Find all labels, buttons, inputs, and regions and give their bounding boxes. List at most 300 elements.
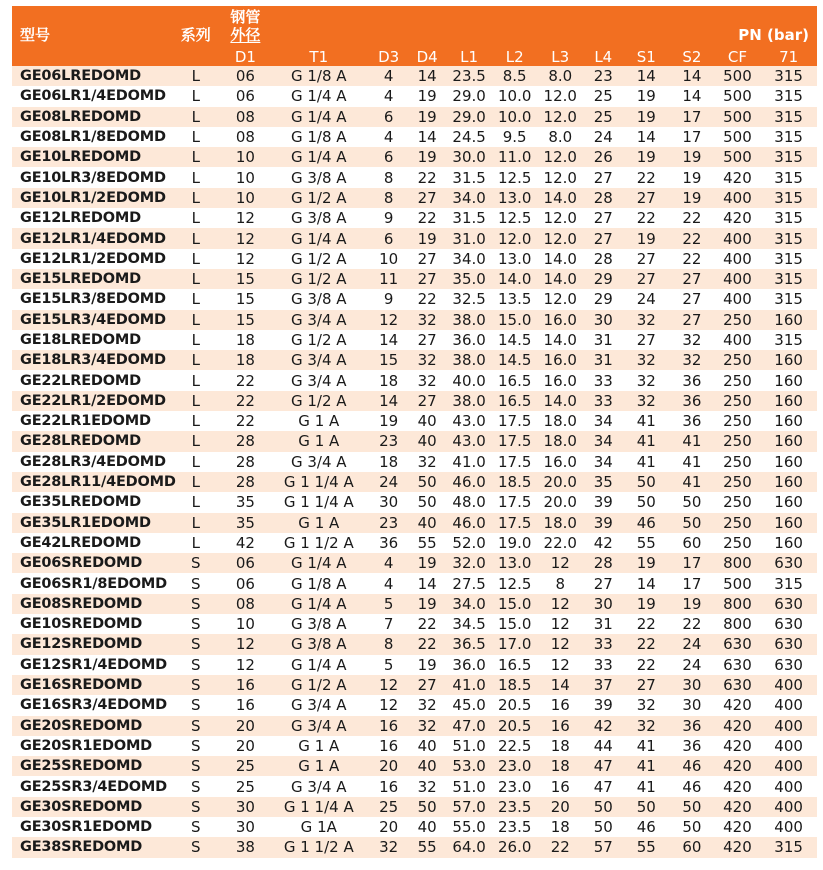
table-cell: 315 [760, 66, 817, 86]
table-cell: 20.5 [492, 716, 538, 736]
table-cell: 10.0 [492, 107, 538, 127]
table-cell: 24 [669, 655, 715, 675]
table-cell: 19 [408, 147, 446, 167]
table-cell: 34 [583, 452, 624, 472]
table-cell: 160 [760, 452, 817, 472]
table-cell: 34 [583, 431, 624, 451]
table-cell: S [169, 655, 223, 675]
table-cell: 22 [408, 208, 446, 228]
table-cell: 4 [369, 66, 407, 86]
table-cell: 250 [715, 310, 761, 330]
table-cell: 400 [760, 756, 817, 776]
table-cell: 13.0 [492, 188, 538, 208]
table-row [12, 756, 817, 776]
table-cell: 13.5 [492, 289, 538, 309]
table-cell: 47.0 [446, 716, 492, 736]
table-cell: 51.0 [446, 736, 492, 756]
table-row [12, 269, 817, 289]
spec-table [12, 6, 817, 858]
table-cell: 16.0 [537, 452, 583, 472]
table-cell: 27 [583, 167, 624, 187]
table-cell: 31.0 [446, 228, 492, 248]
model-cell: GE18LREDOMD [12, 330, 169, 350]
model-cell: GE08SREDOMD [12, 594, 169, 614]
table-cell: 39 [583, 513, 624, 533]
table-cell: 14 [624, 573, 670, 593]
table-row [12, 370, 817, 390]
model-cell: GE35LREDOMD [12, 492, 169, 512]
table-cell: 14 [369, 330, 407, 350]
model-cell: GE10LR1/2EDOMD [12, 188, 169, 208]
table-row [12, 655, 817, 675]
model-cell: GE06SREDOMD [12, 553, 169, 573]
table-cell: 16.5 [492, 655, 538, 675]
table-cell: 16 [369, 736, 407, 756]
table-cell: 41 [624, 756, 670, 776]
table-cell: 46 [669, 756, 715, 776]
table-cell: 17 [669, 107, 715, 127]
table-cell: 27 [624, 269, 670, 289]
table-cell: L [169, 107, 223, 127]
table-cell: 13.0 [492, 249, 538, 269]
table-cell: 16 [537, 776, 583, 796]
table-cell: 40 [408, 513, 446, 533]
table-cell: 36 [669, 411, 715, 431]
table-cell: 32 [624, 716, 670, 736]
table-cell: 27 [669, 269, 715, 289]
table-cell: 50 [669, 797, 715, 817]
table-cell: 22 [408, 167, 446, 187]
table-cell: 14.5 [492, 350, 538, 370]
table-cell: 50 [669, 513, 715, 533]
model-cell: GE35LR1EDOMD [12, 513, 169, 533]
table-row [12, 289, 817, 309]
table-cell: 19 [669, 147, 715, 167]
table-cell: G 3/8 A [268, 208, 369, 228]
table-cell: 50 [669, 492, 715, 512]
table-cell: 27 [408, 675, 446, 695]
table-cell: S [169, 553, 223, 573]
table-cell: 8.5 [492, 66, 538, 86]
table-cell: 50 [624, 472, 670, 492]
table-cell: 16 [223, 675, 269, 695]
model-cell: GE20SR1EDOMD [12, 736, 169, 756]
table-cell: 57.0 [446, 797, 492, 817]
table-cell: 24 [669, 634, 715, 654]
table-cell: 7 [369, 614, 407, 634]
table-cell: 12 [369, 310, 407, 330]
table-row [12, 249, 817, 269]
table-cell: L [169, 188, 223, 208]
table-cell: 14 [369, 391, 407, 411]
table-cell: 160 [760, 513, 817, 533]
table-cell: 22.0 [537, 533, 583, 553]
table-cell: 19 [669, 167, 715, 187]
table-cell: 5 [369, 655, 407, 675]
table-cell: 55 [408, 837, 446, 857]
table-cell: 17 [669, 127, 715, 147]
table-cell: 20.5 [492, 695, 538, 715]
table-cell: 47 [583, 756, 624, 776]
table-cell: 19 [624, 107, 670, 127]
table-cell: 16 [369, 776, 407, 796]
table-cell: 12 [223, 655, 269, 675]
table-cell: 19 [408, 107, 446, 127]
model-cell: GE06LR1/4EDOMD [12, 86, 169, 106]
table-cell: 10 [223, 188, 269, 208]
table-cell: 52.0 [446, 533, 492, 553]
table-row [12, 634, 817, 654]
table-cell: 14.0 [537, 269, 583, 289]
table-cell: 27 [583, 573, 624, 593]
table-cell: 47 [583, 776, 624, 796]
table-cell: 22 [624, 614, 670, 634]
table-cell: 29 [583, 289, 624, 309]
table-cell: G 1/2 A [268, 188, 369, 208]
table-row [12, 837, 817, 857]
table-cell: 160 [760, 533, 817, 553]
table-cell: 17.5 [492, 492, 538, 512]
table-cell: 27 [408, 330, 446, 350]
table-cell: 42 [583, 716, 624, 736]
table-cell: G 1/8 A [268, 573, 369, 593]
table-cell: G 1 1/4 A [268, 472, 369, 492]
table-cell: S [169, 756, 223, 776]
table-cell: 36 [669, 370, 715, 390]
table-row [12, 594, 817, 614]
header-tube-od-line1: 钢管 [230, 8, 261, 26]
table-cell: 800 [715, 614, 761, 634]
table-cell: G 1/4 A [268, 107, 369, 127]
table-cell: L [169, 370, 223, 390]
table-cell: L [169, 350, 223, 370]
table-cell: 15.0 [492, 594, 538, 614]
table-row [12, 553, 817, 573]
table-cell: 12.0 [492, 228, 538, 248]
table-cell: 16.5 [492, 391, 538, 411]
table-cell: 26.0 [492, 837, 538, 857]
table-cell: 14.5 [492, 330, 538, 350]
table-cell: 160 [760, 472, 817, 492]
table-cell: 29.0 [446, 107, 492, 127]
col-header: D4 [408, 47, 446, 66]
table-cell: 250 [715, 391, 761, 411]
table-cell: 160 [760, 350, 817, 370]
table-cell: 250 [715, 350, 761, 370]
table-cell: 55.0 [446, 817, 492, 837]
col-header: T1 [268, 47, 369, 66]
table-cell: 20 [223, 736, 269, 756]
table-cell: 18.5 [492, 675, 538, 695]
table-cell: 13.0 [492, 553, 538, 573]
table-cell: 23 [583, 66, 624, 86]
table-cell: 35.0 [446, 269, 492, 289]
table-cell: 24 [369, 472, 407, 492]
table-cell: L [169, 452, 223, 472]
table-cell: 32 [624, 370, 670, 390]
table-cell: 32 [624, 391, 670, 411]
table-cell: 315 [760, 330, 817, 350]
table-cell: G 1/2 A [268, 391, 369, 411]
table-cell: 12.0 [537, 228, 583, 248]
table-cell: 12 [223, 208, 269, 228]
table-cell: 27 [408, 188, 446, 208]
table-cell: 23.5 [492, 817, 538, 837]
table-cell: 400 [715, 249, 761, 269]
table-cell: 27 [624, 249, 670, 269]
table-cell: 630 [760, 634, 817, 654]
table-row [12, 107, 817, 127]
table-cell: 23.5 [492, 797, 538, 817]
table-cell: 33 [583, 391, 624, 411]
table-cell: 17.5 [492, 513, 538, 533]
table-cell: G 3/4 A [268, 452, 369, 472]
table-cell: S [169, 817, 223, 837]
table-cell: 17.5 [492, 411, 538, 431]
table-cell: 160 [760, 310, 817, 330]
table-cell: 06 [223, 66, 269, 86]
table-cell: S [169, 736, 223, 756]
table-cell: 315 [760, 107, 817, 127]
table-cell: L [169, 431, 223, 451]
table-cell: G 1/2 A [268, 330, 369, 350]
table-cell: 315 [760, 188, 817, 208]
table-cell: S [169, 837, 223, 857]
table-cell: 19 [624, 228, 670, 248]
table-cell: 42 [223, 533, 269, 553]
table-cell: 32 [408, 350, 446, 370]
table-cell: 19 [408, 228, 446, 248]
table-cell: G 1/4 A [268, 553, 369, 573]
table-cell: 18 [223, 330, 269, 350]
model-cell: GE20SREDOMD [12, 716, 169, 736]
table-cell: 4 [369, 86, 407, 106]
model-cell: GE38SREDOMD [12, 837, 169, 857]
table-cell: 26 [583, 147, 624, 167]
table-cell: 38.0 [446, 391, 492, 411]
table-cell: 32 [624, 310, 670, 330]
table-cell: 22 [624, 167, 670, 187]
col-header: L3 [537, 47, 583, 66]
table-cell: S [169, 594, 223, 614]
table-cell: 50 [583, 797, 624, 817]
table-cell: 315 [760, 228, 817, 248]
table-cell: L [169, 310, 223, 330]
table-cell: 630 [760, 553, 817, 573]
table-cell: 43.0 [446, 431, 492, 451]
table-cell: 16 [369, 716, 407, 736]
table-cell: 16.0 [537, 310, 583, 330]
table-cell: 16 [223, 695, 269, 715]
table-cell: 37 [583, 675, 624, 695]
table-cell: 5 [369, 594, 407, 614]
table-cell: 40 [408, 817, 446, 837]
table-cell: G 3/4 A [268, 370, 369, 390]
table-cell: 38 [223, 837, 269, 857]
table-cell: 55 [624, 837, 670, 857]
table-cell: G 1/2 A [268, 269, 369, 289]
table-cell: 160 [760, 492, 817, 512]
table-cell: 630 [760, 594, 817, 614]
model-cell: GE12LR1/4EDOMD [12, 228, 169, 248]
table-row [12, 452, 817, 472]
table-cell: 25 [583, 107, 624, 127]
table-cell: S [169, 716, 223, 736]
model-cell: GE12SR1/4EDOMD [12, 655, 169, 675]
table-cell: 420 [715, 736, 761, 756]
table-cell: 12 [537, 594, 583, 614]
table-cell: G 1/4 A [268, 228, 369, 248]
table-cell: 400 [760, 797, 817, 817]
table-cell: 500 [715, 66, 761, 86]
table-cell: 31 [583, 614, 624, 634]
model-cell: GE06SR1/8EDOMD [12, 573, 169, 593]
table-cell: 06 [223, 553, 269, 573]
table-cell: 08 [223, 127, 269, 147]
model-cell: GE15LREDOMD [12, 269, 169, 289]
table-cell: G 1 1/2 A [268, 837, 369, 857]
table-cell: L [169, 513, 223, 533]
table-cell: 22 [408, 634, 446, 654]
model-cell: GE25SR3/4EDOMD [12, 776, 169, 796]
table-cell: 630 [760, 614, 817, 634]
table-cell: 36 [669, 391, 715, 411]
table-cell: 18 [537, 736, 583, 756]
table-cell: 19 [624, 553, 670, 573]
table-cell: G 3/8 A [268, 167, 369, 187]
table-cell: 15 [223, 269, 269, 289]
table-cell: 39 [583, 695, 624, 715]
table-cell: G 3/8 A [268, 614, 369, 634]
model-cell: GE15LR3/4EDOMD [12, 310, 169, 330]
table-cell: 28 [583, 249, 624, 269]
table-cell: L [169, 249, 223, 269]
table-cell: 30 [223, 817, 269, 837]
col-header: L1 [446, 47, 492, 66]
table-cell: G 1 A [268, 736, 369, 756]
table-cell: 25 [369, 797, 407, 817]
header-series: 系列 [169, 6, 223, 66]
table-cell: 27 [624, 675, 670, 695]
table-cell: 46 [624, 513, 670, 533]
table-cell: G 3/4 A [268, 776, 369, 796]
table-row [12, 391, 817, 411]
table-cell: 22 [669, 249, 715, 269]
table-cell: 34.5 [446, 614, 492, 634]
table-cell: 500 [715, 107, 761, 127]
table-cell: 41 [624, 411, 670, 431]
table-cell: 160 [760, 411, 817, 431]
table-cell: 46 [624, 817, 670, 837]
table-cell: 22 [624, 634, 670, 654]
table-row [12, 228, 817, 248]
table-row [12, 350, 817, 370]
table-cell: 55 [408, 533, 446, 553]
table-cell: G 1/4 A [268, 147, 369, 167]
table-cell: 18 [223, 350, 269, 370]
table-cell: 500 [715, 147, 761, 167]
table-cell: 4 [369, 573, 407, 593]
col-header: D1 [223, 47, 269, 66]
table-cell: 40.0 [446, 370, 492, 390]
table-cell: 250 [715, 492, 761, 512]
table-row [12, 86, 817, 106]
table-cell: 22 [624, 655, 670, 675]
table-cell: 60 [669, 837, 715, 857]
table-cell: 9 [369, 208, 407, 228]
table-cell: 420 [715, 797, 761, 817]
table-row [12, 675, 817, 695]
table-cell: L [169, 411, 223, 431]
table-cell: 17 [669, 553, 715, 573]
table-cell: 60 [669, 533, 715, 553]
table-cell: 20 [223, 716, 269, 736]
table-cell: 29.0 [446, 86, 492, 106]
table-row [12, 533, 817, 553]
table-cell: 41 [624, 431, 670, 451]
col-header: 71 [760, 47, 817, 66]
table-cell: 315 [760, 147, 817, 167]
table-cell: 315 [760, 573, 817, 593]
table-cell: L [169, 533, 223, 553]
table-row [12, 472, 817, 492]
table-cell: 32.5 [446, 289, 492, 309]
header-row-top [12, 6, 817, 47]
table-cell: 315 [760, 269, 817, 289]
table-cell: 22 [669, 208, 715, 228]
table-cell: 800 [715, 553, 761, 573]
table-cell: 12 [537, 634, 583, 654]
table-cell: 20 [537, 797, 583, 817]
table-cell: 20.0 [537, 492, 583, 512]
table-cell: S [169, 614, 223, 634]
table-cell: 41.0 [446, 675, 492, 695]
table-cell: 23.0 [492, 756, 538, 776]
table-cell: 27 [669, 310, 715, 330]
table-cell: G 3/4 A [268, 310, 369, 330]
table-cell: 14 [669, 86, 715, 106]
table-cell: 19 [408, 86, 446, 106]
table-cell: 14 [669, 66, 715, 86]
table-cell: 12.5 [492, 208, 538, 228]
header-model: 型号 [12, 6, 169, 66]
table-cell: 22 [408, 289, 446, 309]
table-cell: 43.0 [446, 411, 492, 431]
model-cell: GE12LREDOMD [12, 208, 169, 228]
table-cell: 19 [669, 188, 715, 208]
table-cell: 22 [408, 614, 446, 634]
table-cell: 15 [223, 310, 269, 330]
table-cell: 41 [624, 736, 670, 756]
table-cell: 400 [715, 188, 761, 208]
table-cell: 40 [408, 756, 446, 776]
table-cell: 17.5 [492, 452, 538, 472]
table-body [12, 66, 817, 858]
table-row [12, 411, 817, 431]
table-row [12, 431, 817, 451]
table-cell: 18.0 [537, 411, 583, 431]
table-cell: 10 [369, 249, 407, 269]
table-cell: G 1 1/2 A [268, 533, 369, 553]
table-cell: 800 [715, 594, 761, 614]
table-cell: L [169, 147, 223, 167]
table-cell: 420 [715, 167, 761, 187]
table-cell: 17.5 [492, 431, 538, 451]
table-cell: L [169, 289, 223, 309]
table-cell: 57 [583, 837, 624, 857]
table-cell: 22 [624, 208, 670, 228]
table-cell: 23.0 [492, 776, 538, 796]
